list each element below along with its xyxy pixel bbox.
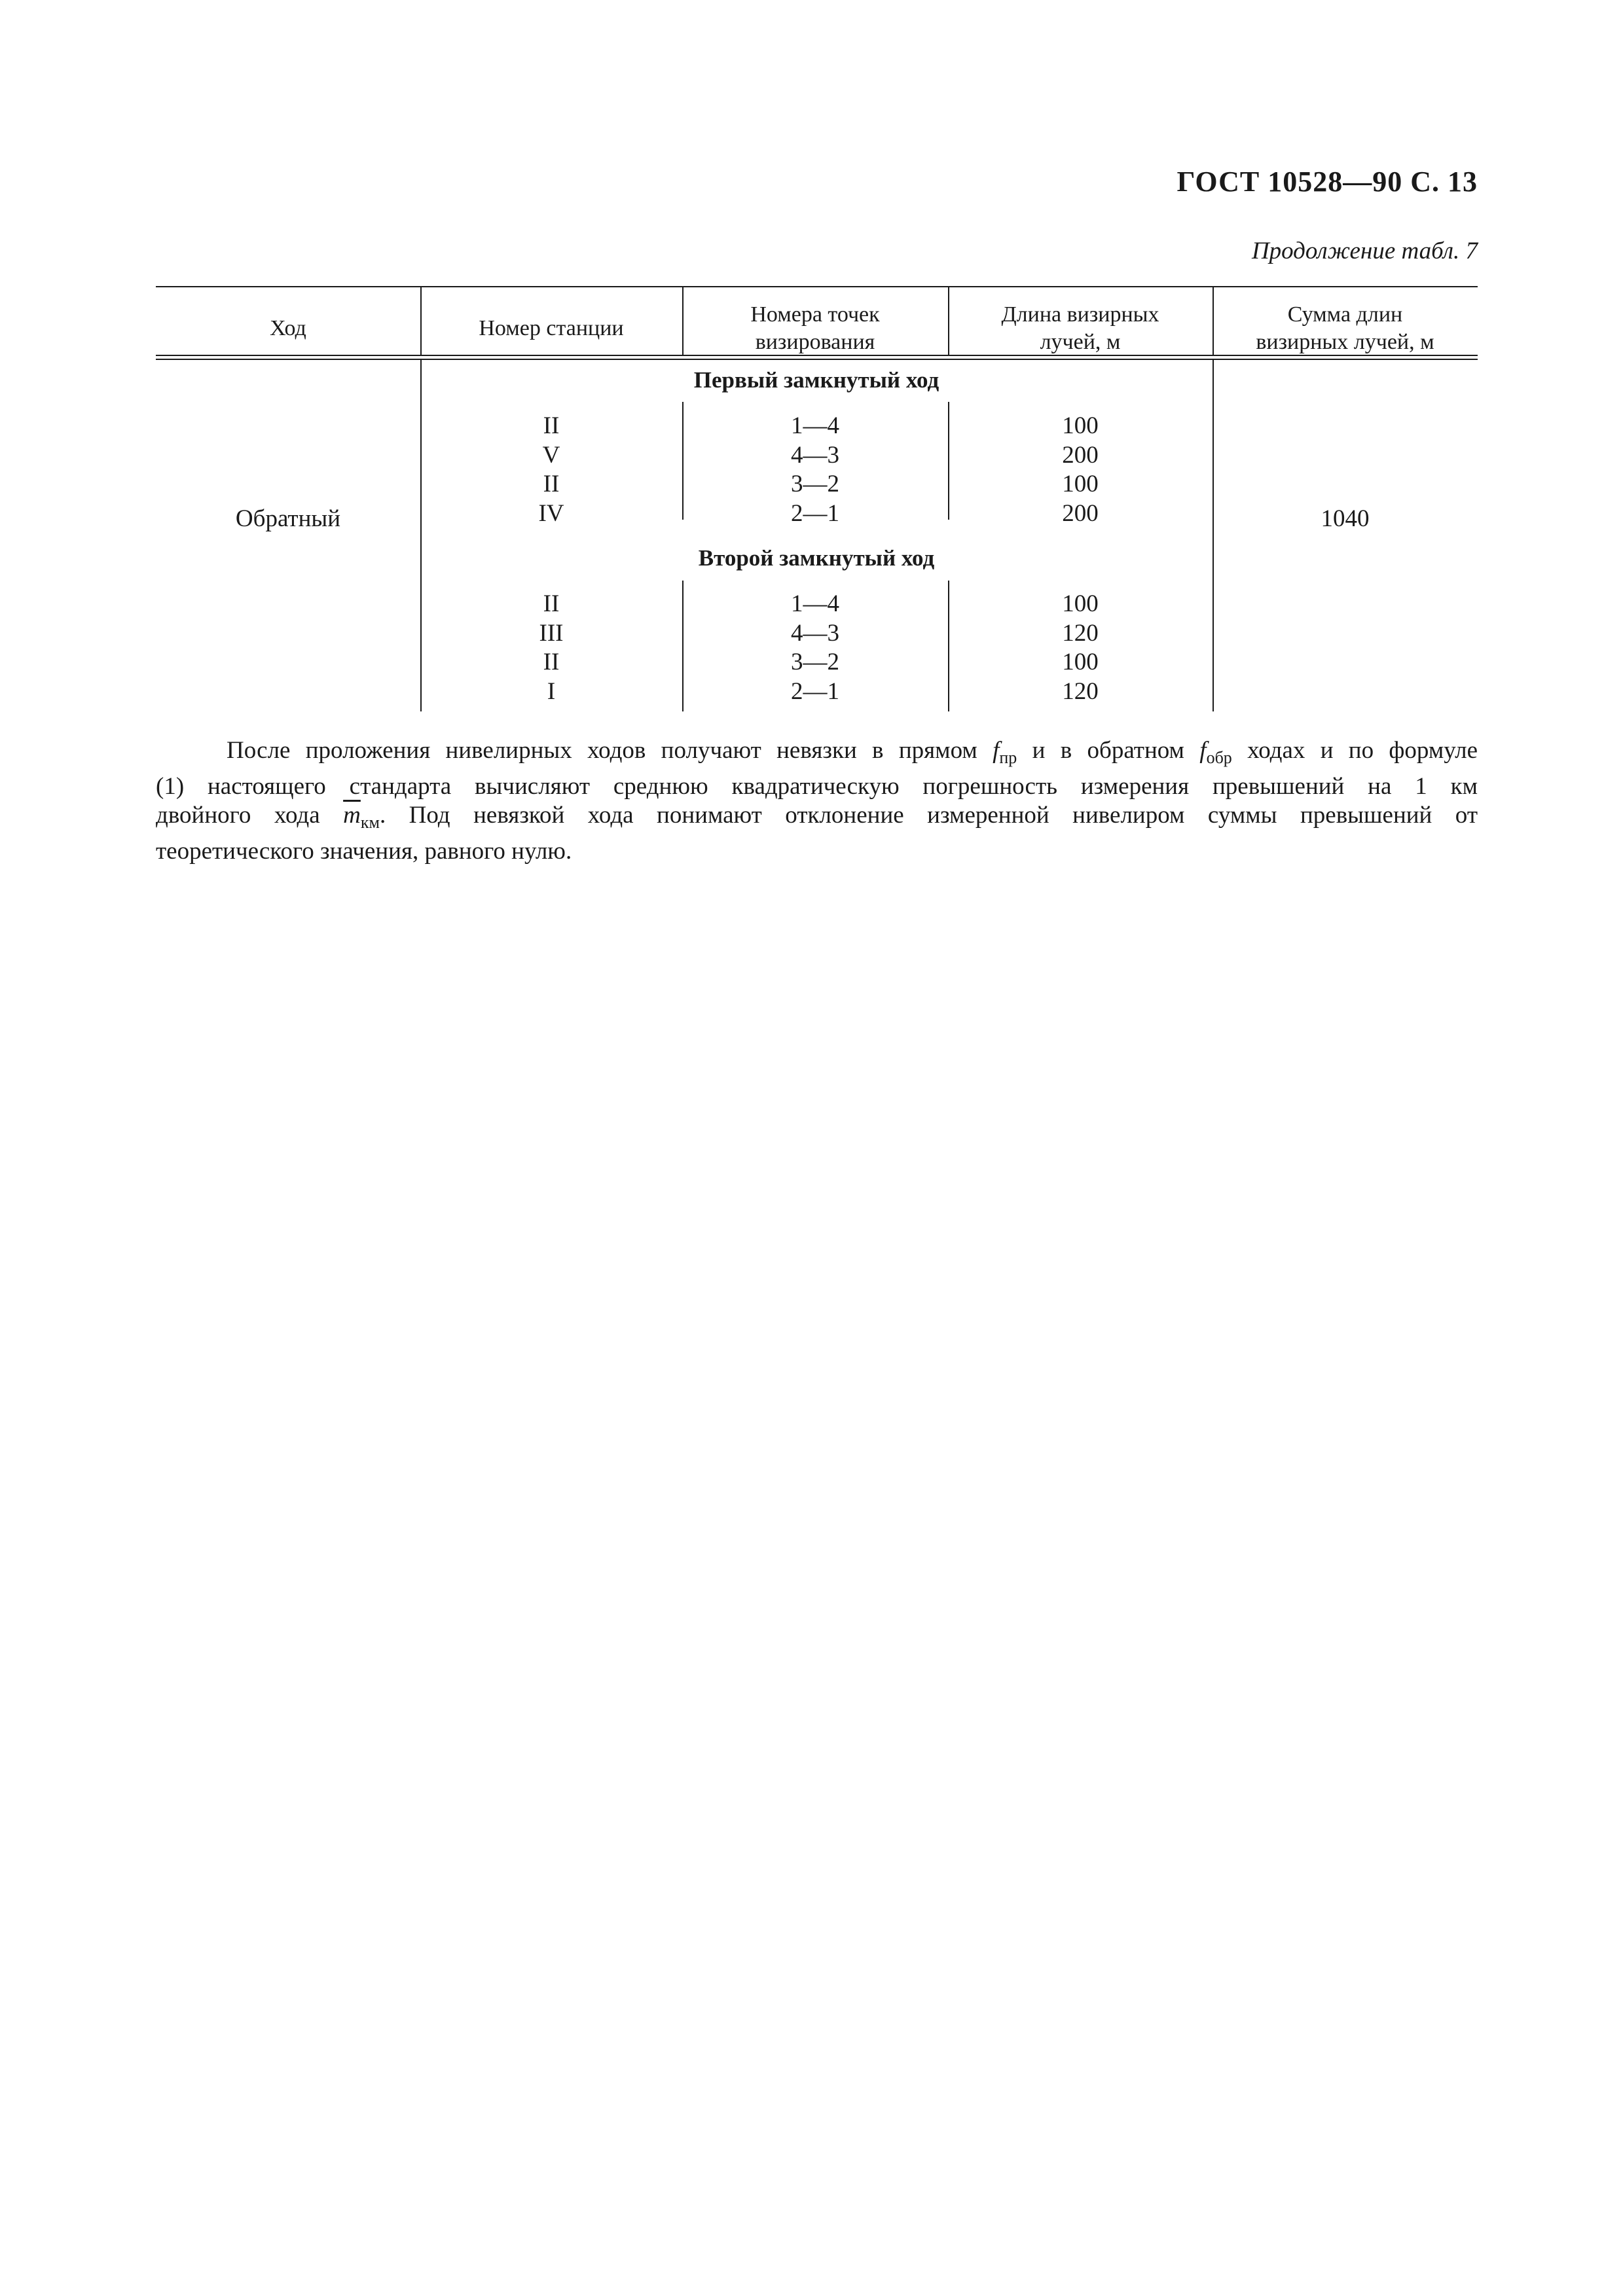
col-header-length-line1: Длина визирных bbox=[1001, 302, 1159, 327]
table-cell: II bbox=[543, 412, 560, 439]
col-header-length-line2: лучей, м bbox=[1040, 330, 1121, 354]
col-header-station bbox=[420, 299, 682, 358]
sum-value: 1040 bbox=[1321, 505, 1370, 532]
table-continuation-label: Продолжение табл. 7 bbox=[1251, 238, 1478, 264]
table-cell: 4—3 bbox=[791, 441, 839, 469]
section1-lengths bbox=[948, 412, 1213, 528]
hod-value: Обратный bbox=[235, 505, 341, 532]
col-header-sum-line1: Сумма длин bbox=[1287, 302, 1403, 327]
table-cell: III bbox=[539, 619, 564, 647]
col-header-sum bbox=[1213, 299, 1478, 358]
subscript-km: км bbox=[360, 813, 380, 832]
body-paragraph bbox=[156, 736, 1478, 866]
table-cell: 3—2 bbox=[791, 471, 839, 497]
table-cell: 200 bbox=[1062, 441, 1099, 469]
section1-stations bbox=[420, 412, 682, 528]
header-double-rule-2 bbox=[156, 359, 1478, 360]
table-cell: 120 bbox=[1062, 677, 1099, 705]
table-cell: 120 bbox=[1062, 619, 1099, 647]
section-title: Первый замкнутый ход bbox=[693, 367, 939, 393]
section2-lengths bbox=[948, 590, 1213, 706]
paragraph-line-3 bbox=[156, 801, 1478, 837]
col-header-hod bbox=[156, 299, 420, 358]
data-table bbox=[156, 286, 1478, 711]
section1-points bbox=[682, 412, 948, 528]
table-cell: 200 bbox=[1062, 499, 1099, 527]
section2-points bbox=[682, 590, 948, 706]
paragraph-line-2: (1) настоящего стандарта вычисляют среднюю квадратическую погрешность измерения превышений на 1 км bbox=[156, 773, 1478, 800]
table-cell: 100 bbox=[1062, 649, 1099, 675]
paragraph-text: . Под невязкой хода понимают отклонение измеренной нивелиром суммы превышений от bbox=[379, 802, 1478, 829]
table-cell: V bbox=[542, 441, 560, 469]
symbol-f-pr: f bbox=[993, 737, 1000, 764]
table-cell: 100 bbox=[1062, 590, 1099, 617]
col-header-station-text: Номер станции bbox=[479, 316, 624, 340]
table-top-rule bbox=[156, 286, 1478, 287]
body-sep-sum bbox=[1213, 360, 1214, 711]
table-cell: 3—2 bbox=[791, 649, 839, 675]
table-cell: II bbox=[543, 649, 560, 675]
table-cell: 1—4 bbox=[791, 590, 839, 617]
col-header-points-line2: визирования bbox=[755, 330, 875, 354]
table-cell: 100 bbox=[1062, 412, 1099, 439]
page-header: ГОСТ 10528—90 С. 13 bbox=[1176, 166, 1478, 198]
paragraph-line-1 bbox=[156, 736, 1478, 772]
paragraph-line-4: теоретического значения, равного нулю. bbox=[156, 838, 572, 865]
paragraph-text: и в обратном bbox=[1017, 737, 1200, 764]
col-header-points bbox=[682, 299, 948, 358]
section-title: Второй замкнутый ход bbox=[698, 545, 935, 571]
col-header-points-line1: Номера точек bbox=[750, 302, 880, 327]
paragraph-text: После проложения нивелирных ходов получают невязки в прямом bbox=[227, 737, 993, 764]
table-cell: IV bbox=[538, 499, 564, 527]
table-cell: 100 bbox=[1062, 471, 1099, 497]
table-cell: 1—4 bbox=[791, 412, 839, 439]
symbol-f-obr: f bbox=[1199, 737, 1207, 764]
table-cell: II bbox=[543, 590, 560, 617]
table-cell: 2—1 bbox=[791, 499, 839, 527]
col-header-sum-line2: визирных лучей, м bbox=[1256, 330, 1434, 354]
subscript-obr: обр bbox=[1206, 748, 1232, 767]
table-cell: 4—3 bbox=[791, 619, 839, 647]
col-header-hod-text: Ход bbox=[270, 316, 306, 340]
paragraph-text: двойного хода bbox=[156, 802, 344, 829]
col-header-length bbox=[948, 299, 1213, 358]
table-cell: I bbox=[547, 677, 556, 705]
section2-stations bbox=[420, 590, 682, 706]
paragraph-text: ходах и по формуле bbox=[1231, 737, 1478, 764]
symbol-m-km: $\overline{m}$ bbox=[343, 802, 361, 829]
table-cell: 2—1 bbox=[791, 677, 839, 705]
table-cell: II bbox=[543, 471, 560, 497]
subscript-pr: пр bbox=[999, 748, 1017, 767]
